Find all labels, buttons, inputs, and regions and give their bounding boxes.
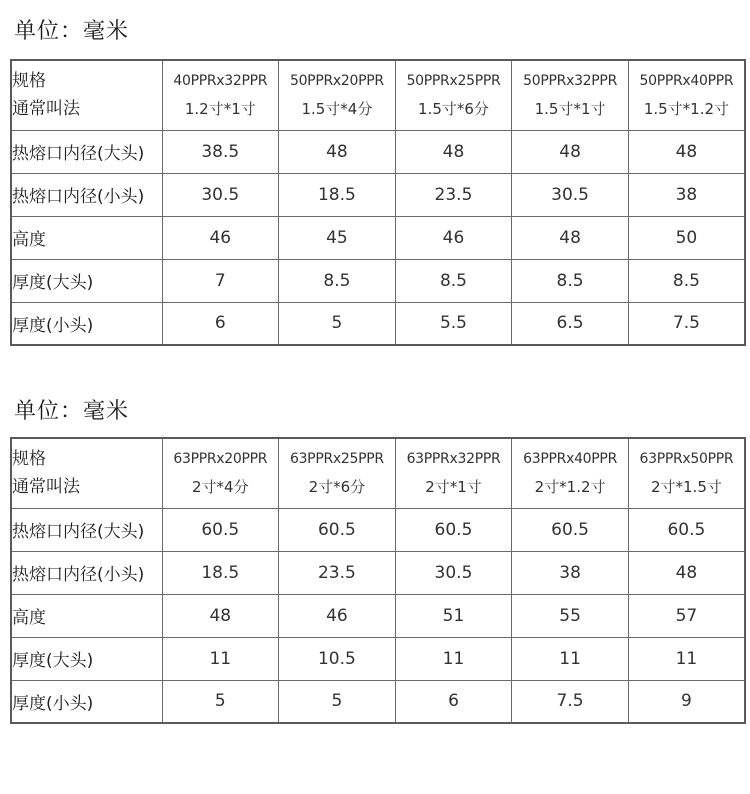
row-label: 高度 bbox=[11, 216, 162, 259]
table-cell: 46 bbox=[395, 216, 512, 259]
table-row bbox=[11, 508, 745, 551]
row-label: 热熔口内径(大头) bbox=[11, 130, 162, 173]
common-name: 2寸*6分 bbox=[308, 478, 366, 497]
table-cell: 51 bbox=[395, 594, 512, 637]
column-header bbox=[395, 60, 512, 130]
table-cell: 45 bbox=[279, 216, 396, 259]
table-row bbox=[11, 130, 745, 173]
table-cell: 7.5 bbox=[512, 680, 629, 723]
table-cell: 38 bbox=[512, 551, 629, 594]
table-cell: 60.5 bbox=[279, 508, 396, 551]
model-name: 63PPRx25PPR bbox=[289, 451, 384, 468]
table-cell: 11 bbox=[395, 637, 512, 680]
table-cell: 48 bbox=[628, 130, 745, 173]
table-cell: 8.5 bbox=[512, 259, 629, 302]
table-cell: 48 bbox=[279, 130, 396, 173]
table-cell: 6 bbox=[395, 680, 512, 723]
table-cell: 60.5 bbox=[395, 508, 512, 551]
unit-title: 单位：毫米 bbox=[14, 399, 130, 424]
table-cell: 46 bbox=[279, 594, 396, 637]
column-header bbox=[395, 438, 512, 508]
table-cell: 8.5 bbox=[395, 259, 512, 302]
table-cell: 8.5 bbox=[279, 259, 396, 302]
model-name: 63PPRx20PPR bbox=[173, 451, 268, 468]
table-cell: 48 bbox=[512, 216, 629, 259]
row-label: 高度 bbox=[11, 594, 162, 637]
table-row bbox=[11, 594, 745, 637]
table-cell: 48 bbox=[628, 551, 745, 594]
table-cell: 48 bbox=[162, 594, 279, 637]
header-label-cell bbox=[11, 438, 162, 508]
table-cell: 5 bbox=[279, 302, 396, 345]
spec-label: 规格 bbox=[12, 449, 46, 470]
column-header bbox=[279, 438, 396, 508]
spec-table-2 bbox=[10, 437, 746, 724]
row-label: 热熔口内径(小头) bbox=[11, 173, 162, 216]
common-name: 1.5寸*6分 bbox=[418, 100, 489, 119]
header-label-cell bbox=[11, 60, 162, 130]
table-cell: 5 bbox=[162, 680, 279, 723]
unit-title: 单位：毫米 bbox=[14, 19, 130, 44]
table-cell: 18.5 bbox=[279, 173, 396, 216]
common-name: 2寸*1寸 bbox=[425, 478, 482, 497]
table-row bbox=[11, 302, 745, 345]
table-cell: 50 bbox=[628, 216, 745, 259]
spec-label: 规格 bbox=[12, 71, 46, 92]
column-header bbox=[162, 438, 279, 508]
table-cell: 60.5 bbox=[512, 508, 629, 551]
table-cell: 60.5 bbox=[162, 508, 279, 551]
table-cell: 8.5 bbox=[628, 259, 745, 302]
row-label: 厚度(大头) bbox=[11, 637, 162, 680]
row-label: 厚度(小头) bbox=[11, 302, 162, 345]
common-name: 2寸*1.5寸 bbox=[650, 478, 722, 497]
model-name: 63PPRx32PPR bbox=[406, 451, 501, 468]
table-cell: 48 bbox=[512, 130, 629, 173]
table-row bbox=[11, 551, 745, 594]
model-name: 50PPRx25PPR bbox=[406, 73, 501, 90]
row-label: 热熔口内径(小头) bbox=[11, 551, 162, 594]
table-cell: 60.5 bbox=[628, 508, 745, 551]
table-cell: 10.5 bbox=[279, 637, 396, 680]
model-name: 50PPRx40PPR bbox=[639, 73, 734, 90]
row-label: 厚度(大头) bbox=[11, 259, 162, 302]
row-label: 厚度(小头) bbox=[11, 680, 162, 723]
table-row bbox=[11, 173, 745, 216]
model-name: 63PPRx40PPR bbox=[523, 451, 617, 468]
table-cell: 30.5 bbox=[162, 173, 279, 216]
table-cell: 5.5 bbox=[395, 302, 512, 345]
model-name: 50PPRx32PPR bbox=[523, 73, 617, 90]
column-header bbox=[279, 60, 396, 130]
table-cell: 6 bbox=[162, 302, 279, 345]
table-cell: 11 bbox=[628, 637, 745, 680]
row-label: 热熔口内径(大头) bbox=[11, 508, 162, 551]
table-cell: 6.5 bbox=[512, 302, 629, 345]
column-header bbox=[628, 438, 745, 508]
table-cell: 55 bbox=[512, 594, 629, 637]
common-name-label: 通常叫法 bbox=[12, 99, 80, 120]
table-cell: 57 bbox=[628, 594, 745, 637]
common-name: 1.5寸*4分 bbox=[301, 100, 373, 119]
model-name: 63PPRx50PPR bbox=[639, 451, 734, 468]
table-cell: 18.5 bbox=[162, 551, 279, 594]
column-header bbox=[628, 60, 745, 130]
table-cell: 46 bbox=[162, 216, 279, 259]
table-cell: 11 bbox=[512, 637, 629, 680]
table-cell: 23.5 bbox=[279, 551, 396, 594]
common-name: 1.5寸*1.2寸 bbox=[643, 100, 730, 119]
column-header bbox=[512, 438, 629, 508]
table-cell: 7 bbox=[162, 259, 279, 302]
table-cell: 9 bbox=[628, 680, 745, 723]
common-name-label: 通常叫法 bbox=[12, 477, 80, 498]
table-cell: 38 bbox=[628, 173, 745, 216]
table-cell: 5 bbox=[279, 680, 396, 723]
common-name: 2寸*1.2寸 bbox=[534, 478, 606, 497]
common-name: 1.5寸*1寸 bbox=[534, 100, 606, 119]
table-row bbox=[11, 216, 745, 259]
table-cell: 48 bbox=[395, 130, 512, 173]
column-header bbox=[162, 60, 279, 130]
table-cell: 30.5 bbox=[512, 173, 629, 216]
table-row bbox=[11, 259, 745, 302]
spec-table-1 bbox=[10, 59, 746, 346]
table-cell: 7.5 bbox=[628, 302, 745, 345]
table-cell: 11 bbox=[162, 637, 279, 680]
table-cell: 38.5 bbox=[162, 130, 279, 173]
table-header-row bbox=[11, 60, 745, 130]
table-row bbox=[11, 680, 745, 723]
common-name: 2寸*4分 bbox=[192, 478, 249, 497]
column-header bbox=[512, 60, 629, 130]
table-row bbox=[11, 637, 745, 680]
table-cell: 23.5 bbox=[395, 173, 512, 216]
table-cell: 30.5 bbox=[395, 551, 512, 594]
model-name: 50PPRx20PPR bbox=[289, 73, 384, 90]
common-name: 1.2寸*1寸 bbox=[184, 100, 256, 119]
table-header-row bbox=[11, 438, 745, 508]
model-name: 40PPRx32PPR bbox=[173, 73, 268, 90]
